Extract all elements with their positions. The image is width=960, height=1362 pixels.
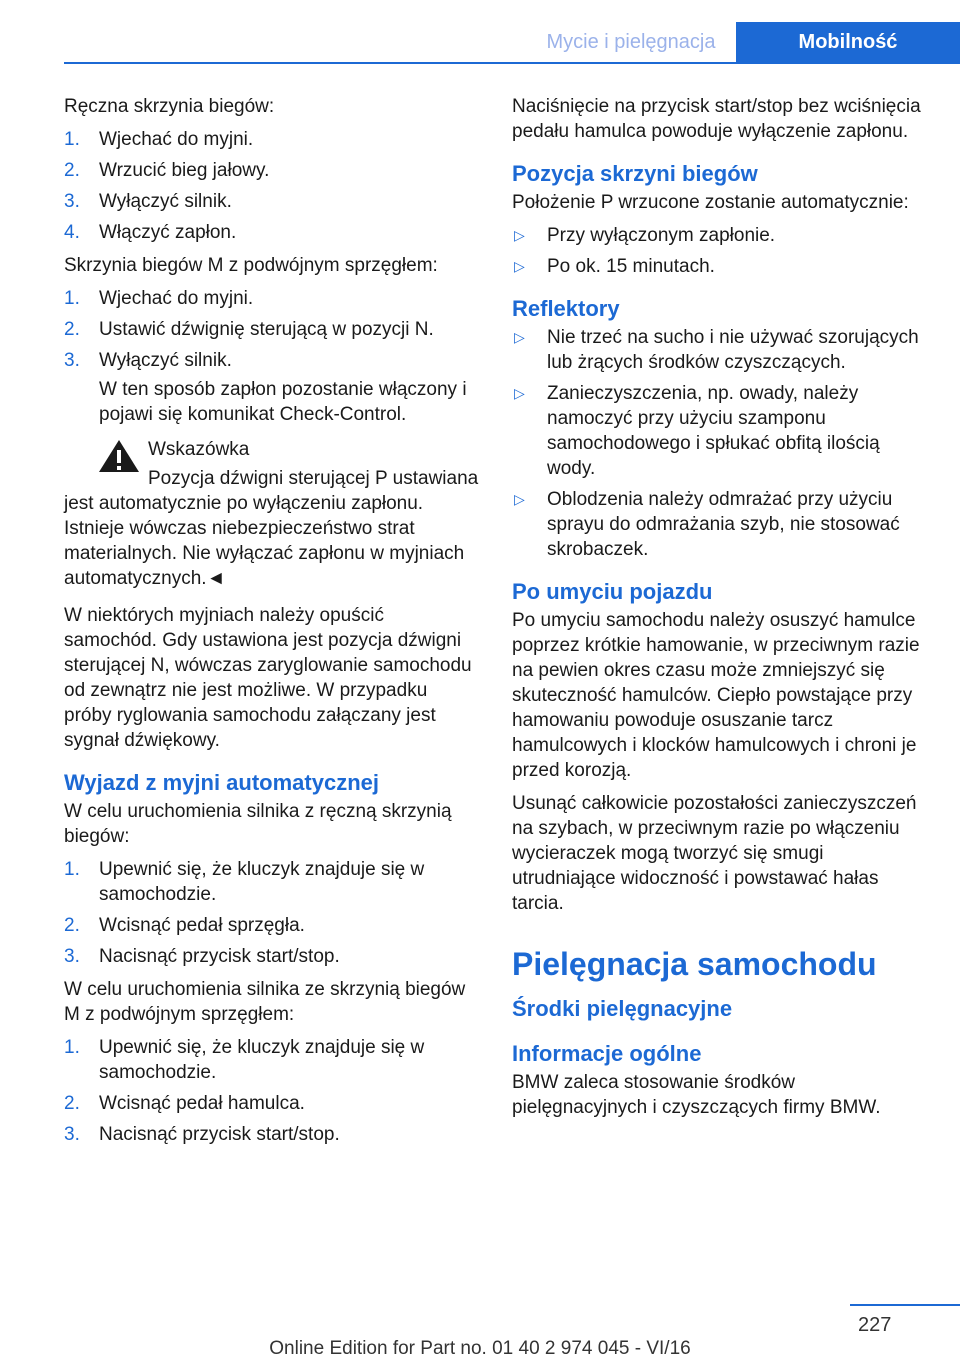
after-wash-heading: Po umyciu pojazdu — [512, 579, 713, 604]
exit-mdkg-steps-list — [64, 1035, 480, 1147]
mdkg-steps-list — [64, 286, 480, 427]
step-number: 3. — [64, 946, 80, 967]
edition-footer: Online Edition for Part no. 01 40 2 974 045 - VI/16 — [269, 1338, 691, 1359]
lights-list — [512, 325, 928, 562]
care-products-heading: Środki pielęgnacyjne — [512, 996, 733, 1021]
step-number: 1. — [64, 859, 80, 880]
step-number: 2. — [64, 319, 80, 340]
gear-intro: Położenie P wrzucone zostanie automatycznie: — [512, 192, 909, 213]
header-chapter-tab[interactable]: Mobilność — [736, 22, 960, 62]
warning-note — [64, 437, 480, 591]
list-item: 2. Wrzucić bieg jałowy. — [64, 160, 270, 181]
step-number: 3. — [64, 191, 80, 212]
list-item: 3. Wyłączyć silnik. — [64, 191, 232, 212]
list-item: 2. Wcisnąć pedał sprzęgła. — [64, 915, 305, 936]
right-column — [512, 94, 928, 1128]
triangle-bullet: ▷ — [514, 258, 525, 274]
step-number: 1. — [64, 129, 80, 150]
triangle-bullet: ▷ — [514, 227, 525, 243]
list-item: 1. Upewnić się, że kluczyk znajduje się w samochodzie. — [64, 859, 425, 905]
manual-intro: Ręczna skrzynia biegów: — [64, 96, 275, 117]
step-number: 3. — [64, 350, 80, 371]
lights-heading: Reflektory — [512, 296, 620, 321]
general-info-heading: Informacje ogólne — [512, 1041, 702, 1066]
list-item: ▷ Po ok. 15 minutach. — [514, 256, 715, 277]
general-info-text: BMW zaleca stosowanie środków pielęgnacyjnych i czyszczących firmy BMW. — [512, 1072, 881, 1118]
list-item: ▷ Oblodzenia należy odmrażać przy użyciu sprayu do odmrażania szyb, nie stosować skrobaczek. — [514, 489, 900, 560]
list-item: ▷ Zanieczyszczenia, np. owady, należy namoczyć przy użyciu szamponu samochodowego i spłukać obfitą ilością wody. — [514, 383, 880, 479]
list-item: 3. Nacisnąć przycisk start/stop. — [64, 946, 340, 967]
after-wash-paragraph-2: Usunąć całkowicie pozostałości zanieczyszczeń na szybach, w przeciwnym razie po włączeniu wycieraczek mogą tworzyć się smugi utrudniające widoczność i powstawać hałas tarcia. — [512, 793, 917, 914]
step-number: 2. — [64, 915, 80, 936]
mdkg-intro: Skrzynia biegów M z podwójnym sprzęgłem: — [64, 255, 438, 276]
left-column — [64, 94, 480, 1155]
exit-mdkg-intro: W celu uruchomienia silnika ze skrzynią biegów M z podwójnym sprzęgłem: — [64, 979, 466, 1025]
step-number: 1. — [64, 288, 80, 309]
list-item: 2. Wcisnąć pedał hamulca. — [64, 1093, 305, 1114]
car-wash-paragraph: W niektórych myjniach należy opuścić samochód. Gdy ustawiona jest pozycja dźwigni sterującej N, wówczas zaryglowanie samochodu od zewnątrz nie jest możliwe. W przypadku próby ryglowania samochodu załączany jest sygnał dźwiękowy. — [64, 605, 472, 751]
start-stop-note: Naciśnięcie na przycisk start/stop bez wciśnięcia pedału hamulca powoduje wyłączenie zapłonu. — [512, 96, 921, 142]
step-number: 3. — [64, 1124, 80, 1145]
manual-steps-list — [64, 127, 480, 245]
list-item: 1. Wjechać do myjni. — [64, 129, 254, 150]
list-item: 3. Wyłączyć silnik. W ten sposób zapłon pozostanie włączony i pojawi się komunikat Check-Control. — [64, 348, 480, 427]
exit-heading: Wyjazd z myjni automatycznej — [64, 770, 380, 795]
exit-manual-intro: W celu uruchomienia silnika z ręczną skrzynią biegów: — [64, 801, 452, 847]
after-wash-paragraph-1: Po umyciu samochodu należy osuszyć hamulce poprzez krótkie hamowanie, w przeciwnym razie na pewien okres czasu może zmniejszyć się skuteczność hamulców. Ciepło powstające przy hamowaniu powoduje osuszanie tarcz hamulcowych i klocków hamulcowych i chroni je przed korozją. — [512, 610, 920, 781]
footer-divider — [850, 1304, 960, 1306]
warning-triangle-icon — [98, 439, 140, 473]
note-text: Pozycja dźwigni sterującej P ustawiana jest automatycznie po wyłączeniu zapłonu. Istnieje wówczas niebezpieczeństwo strat materialnych. Nie wyłączać zapłonu w myjniach automatycznych.◄ — [64, 468, 479, 589]
step-number: 4. — [64, 222, 80, 243]
header-divider — [64, 62, 960, 64]
gear-heading: Pozycja skrzyni biegów — [512, 161, 758, 186]
triangle-bullet: ▷ — [514, 491, 525, 507]
triangle-bullet: ▷ — [514, 385, 525, 401]
list-item: ▷ Nie trzeć na sucho i nie używać szorujących lub żrących środków czyszczących. — [514, 327, 919, 373]
gear-list — [512, 223, 928, 279]
header-section-tab[interactable]: Mycie i pielęgnacja — [546, 30, 716, 53]
triangle-bullet: ▷ — [514, 329, 525, 345]
chapter-heading: Pielęgnacja samochodu — [512, 946, 877, 982]
note-title: Wskazówka — [148, 439, 250, 460]
list-item: 3. Nacisnąć przycisk start/stop. — [64, 1124, 340, 1145]
list-item: 1. Upewnić się, że kluczyk znajduje się w samochodzie. — [64, 1037, 425, 1083]
list-item: 4. Włączyć zapłon. — [64, 222, 237, 243]
list-item: ▷ Przy wyłączonym zapłonie. — [514, 225, 776, 246]
step-number: 2. — [64, 1093, 80, 1114]
step-sub-text: W ten sposób zapłon pozostanie włączony i pojawi się komunikat Check-Control. — [99, 379, 467, 425]
exit-manual-steps-list — [64, 857, 480, 969]
page-number: 227 — [858, 1314, 892, 1336]
step-number: 2. — [64, 160, 80, 181]
list-item: 2. Ustawić dźwignię sterującą w pozycji N. — [64, 319, 434, 340]
step-number: 1. — [64, 1037, 80, 1058]
list-item: 1. Wjechać do myjni. — [64, 288, 254, 309]
